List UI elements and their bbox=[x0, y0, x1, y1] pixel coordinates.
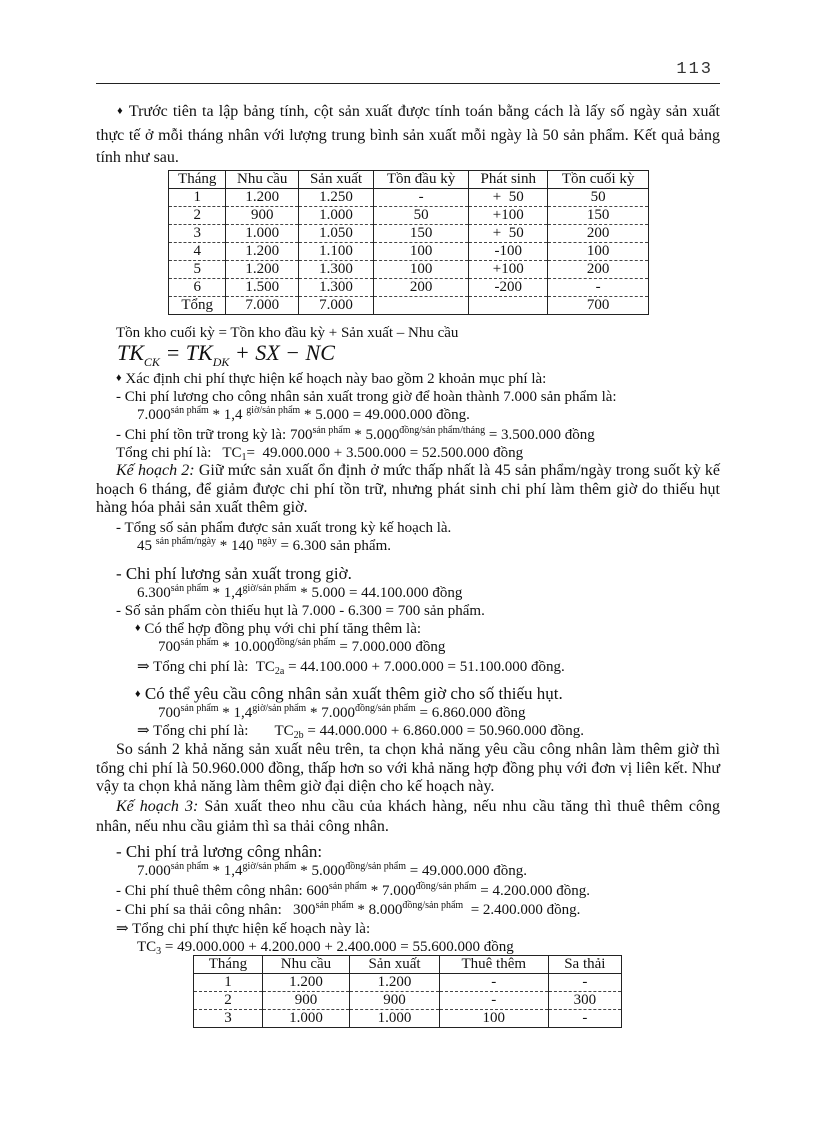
table-cell: 1.200 bbox=[350, 974, 440, 992]
inventory-formula: $TK_{CK} = TK_{DK}$ + SX − NC bbox=[117, 340, 335, 369]
table-cell: - bbox=[548, 279, 649, 297]
table-cell: 200 bbox=[373, 279, 468, 297]
table-cell: 5 bbox=[169, 261, 226, 279]
table-row bbox=[169, 189, 649, 207]
diamond-bullet-icon: ♦ bbox=[135, 688, 141, 700]
plan-3-label: Kế hoạch 3: bbox=[116, 798, 199, 815]
table-row bbox=[169, 243, 649, 261]
implies-arrow-icon: ⇒ bbox=[116, 921, 129, 937]
table-row bbox=[194, 992, 622, 1010]
table-cell: 1.050 bbox=[299, 225, 374, 243]
table-cell: 1 bbox=[169, 189, 226, 207]
regular-wage-calc: $6.300^{sản phẩm} * 1,4^{giờ/sản phẩm} * 5.000 = 44.100.000$ đồng bbox=[137, 583, 463, 601]
subcontract-option: ♦ Có thể hợp đồng phụ với chi phí tăng thêm là: bbox=[135, 621, 422, 637]
hiring-cost-line: - Chi phí thuê thêm công nhân: $600^{sản phẩm} * 7.000^{đồng/sản phẩm} = 4.200.000$ đồng. bbox=[116, 881, 590, 899]
table-row bbox=[169, 279, 649, 297]
table-total-row bbox=[169, 297, 649, 315]
table-cell: - bbox=[439, 992, 548, 1010]
table-row bbox=[169, 225, 649, 243]
table-cell: 2 bbox=[194, 992, 263, 1010]
implies-arrow-icon: ⇒ bbox=[137, 723, 150, 739]
plan-3-paragraph: Kế hoạch 3: Sản xuất theo nhu cầu của khách hàng, nếu nhu cầu tăng thì thuê thêm công nhân, nếu nhu cầu giảm thì sa thải công nhân. bbox=[96, 798, 721, 835]
page-number: 113 bbox=[676, 60, 713, 79]
plan-3-total-label: ⇒ Tổng chi phí thực hiện kế hoạch này là: bbox=[116, 921, 371, 937]
production-table-plan-1 bbox=[168, 170, 649, 315]
table-cell: 1.200 bbox=[226, 243, 299, 261]
diamond-bullet-icon: ♦ bbox=[116, 372, 122, 384]
intro-text: Trước tiên ta lập bảng tính, cột sản xuất được tính toán bằng cách là lấy số ngày sản xuất thực tế ở mỗi tháng nhân với lượng trung bình sản xuất mỗi ngày là 50 sản phẩm. Kết quả bảng tính như sau. bbox=[96, 103, 720, 166]
table-cell: 1 bbox=[194, 974, 263, 992]
wage-payment-calc: $7.000^{sản phẩm} * 1,4^{giờ/sản phẩm} * 5.000^{đồng/sản phẩm} = 49.000.000$ đồng. bbox=[137, 861, 527, 879]
implies-arrow-icon: ⇒ bbox=[137, 659, 150, 675]
table-header-row bbox=[194, 956, 622, 974]
table-header: Thuê thêm bbox=[439, 956, 548, 974]
table-header: Tháng bbox=[194, 956, 263, 974]
shortage-line: - Số sản phẩm còn thiếu hụt là 7.000 - 6.300 = 700 sản phẩm. bbox=[116, 603, 485, 619]
table-row bbox=[169, 261, 649, 279]
diamond-bullet-icon: ♦ bbox=[135, 622, 141, 634]
table-row bbox=[194, 974, 622, 992]
table-header: Nhu cầu bbox=[226, 171, 299, 189]
table-cell: 900 bbox=[350, 992, 440, 1010]
total-cost-2b: ⇒ Tổng chi phí là: $TC_{2b} = 44.000.000 + 6.860.000 = 50.960.000$ đồng. bbox=[137, 723, 584, 741]
holding-cost-line: - Chi phí tồn trữ trong kỳ là: $700^{sản phẩm} * 5.000^{đồng/sản phẩm/tháng} = 3.500.000$ đồng bbox=[116, 425, 595, 443]
intro-paragraph bbox=[96, 101, 720, 170]
table-cell: 150 bbox=[373, 225, 468, 243]
table-header: Nhu cầu bbox=[262, 956, 349, 974]
diamond-bullet-icon: ♦ bbox=[116, 105, 124, 117]
regular-wage-line: - Chi phí lương sản xuất trong giờ. bbox=[116, 564, 352, 583]
table-header: Phát sinh bbox=[469, 171, 548, 189]
header-rule bbox=[96, 83, 720, 84]
total-cost-plan-1: Tổng chi phí là: $TC_1= 49.000.000 + 3.500.000 = 52.500.000$ đồng bbox=[116, 445, 524, 463]
table-cell: 7.000 bbox=[299, 297, 374, 315]
table-cell: 3 bbox=[169, 225, 226, 243]
table-cell: 1.000 bbox=[226, 225, 299, 243]
total-products-line: - Tổng số sản phẩm được sản xuất trong kỳ kế hoạch là. bbox=[116, 520, 452, 536]
table-cell: 1.200 bbox=[226, 261, 299, 279]
table-cell: 1.000 bbox=[262, 1010, 349, 1028]
table-cell: 100 bbox=[439, 1010, 548, 1028]
table-cell: 100 bbox=[373, 243, 468, 261]
table-cell: 1.250 bbox=[299, 189, 374, 207]
table-cell: 1.000 bbox=[350, 1010, 440, 1028]
table-header: Tháng bbox=[169, 171, 226, 189]
table-cell: 1.200 bbox=[262, 974, 349, 992]
table-cell: 900 bbox=[226, 207, 299, 225]
table-cell: 1.200 bbox=[226, 189, 299, 207]
table-cell: 100 bbox=[548, 243, 649, 261]
table-cell: - bbox=[548, 1010, 621, 1028]
table-cell: 1.300 bbox=[299, 261, 374, 279]
inventory-definition: Tồn kho cuối kỳ = Tồn kho đầu kỳ + Sản xuất – Nhu cầu bbox=[116, 325, 459, 341]
table-cell: - bbox=[373, 189, 468, 207]
table-header: Sản xuất bbox=[350, 956, 440, 974]
table-cell: 3 bbox=[194, 1010, 263, 1028]
total-cost-2a: ⇒ Tổng chi phí là: $TC_{2a} = 44.100.000 + 7.000.000 = 51.100.000$ đồng. bbox=[137, 659, 565, 677]
overtime-option: ♦ Có thể yêu cầu công nhân sản xuất thêm giờ cho số thiếu hụt. bbox=[135, 684, 563, 703]
table-cell: -200 bbox=[469, 279, 548, 297]
table-header: Sản xuất bbox=[299, 171, 374, 189]
total-cost-plan-3: $TC_3 = 49.000.000 + 4.200.000 + 2.400.000 = 55.600.000$ đồng bbox=[137, 939, 514, 957]
table-row bbox=[194, 1010, 622, 1028]
table-cell: -100 bbox=[469, 243, 548, 261]
table-cell: 50 bbox=[373, 207, 468, 225]
table-cell: 4 bbox=[169, 243, 226, 261]
table-cell: Tổng bbox=[169, 297, 226, 315]
cost-items-line: ♦ Xác định chi phí thực hiện kế hoạch này bao gồm 2 khoản mục phí là: bbox=[116, 371, 547, 387]
table-cell: 100 bbox=[373, 261, 468, 279]
table-cell: 6 bbox=[169, 279, 226, 297]
table-cell: 50 bbox=[548, 189, 649, 207]
plan-2-paragraph: Kế hoạch 2: Giữ mức sản xuất ổn định ở mức thấp nhất là 45 sản phẩm/ngày trong suốt kỳ kế hoạch 6 tháng, để giảm được chi phí tồn trữ, nhưng phát sinh chi phí làm thêm giờ do thiếu hụt hàng hóa phải sản xuất thêm giờ. bbox=[96, 462, 721, 516]
labor-cost-calc: $7.000^{sản phẩm} * 1,4$ $^{giờ/sản phẩm}$ * 5.000 = 49.000.000 đồng. bbox=[137, 405, 470, 423]
table-cell: 150 bbox=[548, 207, 649, 225]
layoff-cost-line: - Chi phí sa thải công nhân: $300^{sản phẩm} * 8.000^{đồng/sản phẩm} = 2.400.000$ đồng. bbox=[116, 900, 581, 918]
table-cell: +100 bbox=[469, 261, 548, 279]
table-cell: 700 bbox=[548, 297, 649, 315]
table-cell: 1.100 bbox=[299, 243, 374, 261]
table-cell: + 50 bbox=[469, 189, 548, 207]
table-cell: + 50 bbox=[469, 225, 548, 243]
table-header: Tồn đầu kỳ bbox=[373, 171, 468, 189]
table-cell: 2 bbox=[169, 207, 226, 225]
plan-2-label: Kế hoạch 2: bbox=[116, 462, 195, 479]
total-products-calc: 45 $^{sản phẩm/ngày}$ * 140 $^{ngày}$ = 6.300 sản phẩm. bbox=[137, 536, 391, 554]
subcontract-calc: $700^{sản phẩm} * 10.000^{đồng/sản phẩm} = 7.000.000$ đồng bbox=[158, 637, 446, 655]
table-cell: - bbox=[548, 974, 621, 992]
table-header-row bbox=[169, 171, 649, 189]
table-cell: 7.000 bbox=[226, 297, 299, 315]
wage-payment-line: - Chi phí trả lương công nhân: bbox=[116, 842, 323, 861]
table-cell: 1.500 bbox=[226, 279, 299, 297]
table-cell: 1.300 bbox=[299, 279, 374, 297]
table-cell: 1.000 bbox=[299, 207, 374, 225]
table-cell bbox=[373, 297, 468, 315]
table-cell: +100 bbox=[469, 207, 548, 225]
comparison-paragraph: So sánh 2 khả năng sản xuất nêu trên, ta chọn khả năng yêu cầu công nhân làm thêm giờ thì tổng chi phí là 50.960.000 đồng, thấp hơn so với khả năng hợp đồng phụ với đơn vị liên kết. Như vậy ta chọn khả năng làm thêm giờ đại diện cho kế hoạch này. bbox=[96, 741, 720, 795]
table-cell: 900 bbox=[262, 992, 349, 1010]
labor-cost-line: - Chi phí lương cho công nhân sản xuất trong giờ để hoàn thành 7.000 sản phẩm là: bbox=[116, 389, 617, 405]
table-cell: 200 bbox=[548, 261, 649, 279]
table-header: Sa thải bbox=[548, 956, 621, 974]
table-cell: - bbox=[439, 974, 548, 992]
table-cell: 200 bbox=[548, 225, 649, 243]
table-cell bbox=[469, 297, 548, 315]
table-row bbox=[169, 207, 649, 225]
production-table-plan-3 bbox=[193, 955, 622, 1028]
table-header: Tồn cuối kỳ bbox=[548, 171, 649, 189]
overtime-calc: $700^{sản phẩm} * 1,4^{giờ/sản phẩm} * 7.000^{đồng/sản phẩm} = 6.860.000$ đồng bbox=[158, 703, 526, 721]
table-cell: 300 bbox=[548, 992, 621, 1010]
